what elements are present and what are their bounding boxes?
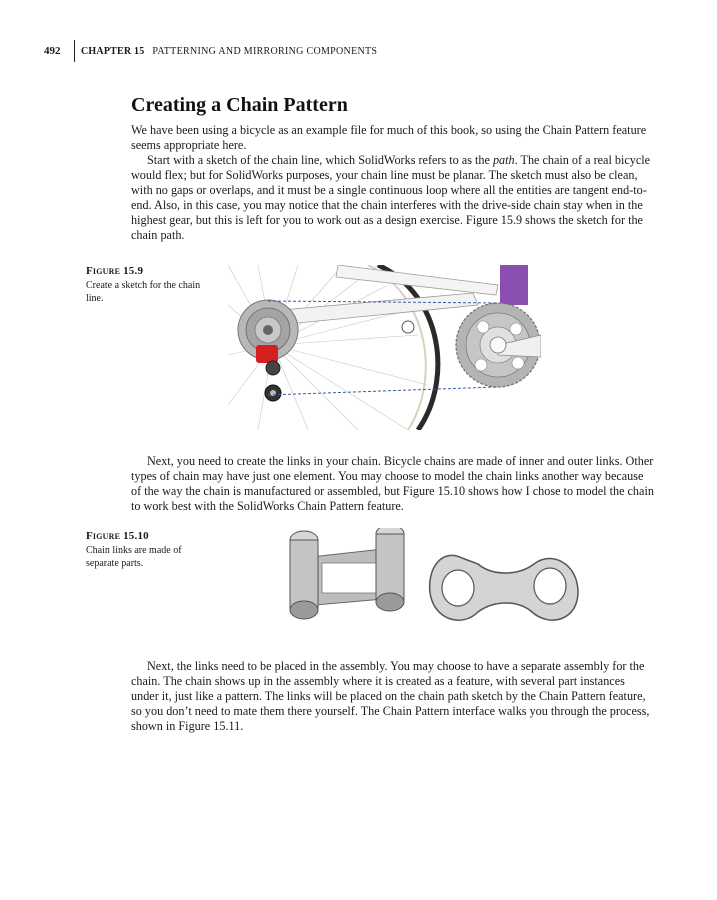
- figure-caption-text: Create a sketch for the chain line.: [86, 279, 201, 304]
- placement-text-block: [131, 659, 655, 734]
- figure-label: Figure 15.10: [86, 530, 149, 542]
- paragraph-2-end: . The chain of a real bicycle would flex; but for SolidWorks purposes, your chain line must be planar. The sketch must also be clean, with no gaps or overlaps, and it must be a single continuous loop where all the entities are tangent end-to-end. Also, in this case, you may notice that the chain interferes with the drive-side chain stay when in the highest gear, but this is left for you to work out as a design exercise. Figure 15.9 shows the sketch for the chain path.: [131, 153, 651, 242]
- intro-text-block: [131, 123, 655, 243]
- bicycle-drivetrain-illustration: [228, 265, 541, 430]
- derailleur-red-part: [256, 345, 278, 363]
- page-number: 492: [44, 45, 61, 57]
- page-header: [44, 40, 377, 62]
- figure-15-10-caption: [86, 530, 206, 571]
- path-term: path: [492, 153, 515, 167]
- links-text-block: [131, 454, 655, 514]
- figure-15-9-caption: [86, 265, 206, 306]
- paragraph-3: Next, you need to create the links in your chain. Bicycle chains are made of inner and outer links. Other types of chain may have just one element. You may choose to model the chain links another way because of the way the chain is manufactured or assembled, but Figure 15.10 shows how I chose to model the chain to work best with the SolidWorks Chain Pattern feature.: [131, 454, 654, 513]
- chain-links-illustration: [282, 528, 582, 638]
- paragraph-2: [131, 153, 655, 243]
- figure-label: Figure 15.9: [86, 265, 144, 277]
- paragraph-4: Next, the links need to be placed in the assembly. You may choose to have a separate assembly for the chain. The chain shows up in the assembly where it is created as a feature, with several part instances under it, just like a pattern. The links will be placed on the chain path sketch by the Chain Pattern feature, so you don’t need to mate them there yourself. The Chain Pattern interface walks you through the process, shown in Figure 15.11.: [131, 659, 650, 733]
- inner-link: [290, 528, 404, 619]
- outer-link: [430, 555, 578, 620]
- chapter-title: PATTERNING AND MIRRORING COMPONENTS: [152, 45, 378, 57]
- paragraph-1: We have been using a bicycle as an example file for much of this book, so using the Chain Pattern feature seems appropriate here.: [131, 123, 647, 152]
- section-title: Creating a Chain Pattern: [131, 94, 348, 116]
- header-divider: [74, 40, 75, 62]
- figure-15-9-image: [228, 265, 541, 430]
- paragraph-2-start: Start with a sketch of the chain line, which SolidWorks refers to as the: [147, 153, 493, 167]
- chapter-number: CHAPTER 15: [81, 45, 145, 57]
- figure-15-10-image: [282, 528, 582, 638]
- figure-caption-text: Chain links are made of separate parts.: [86, 544, 182, 569]
